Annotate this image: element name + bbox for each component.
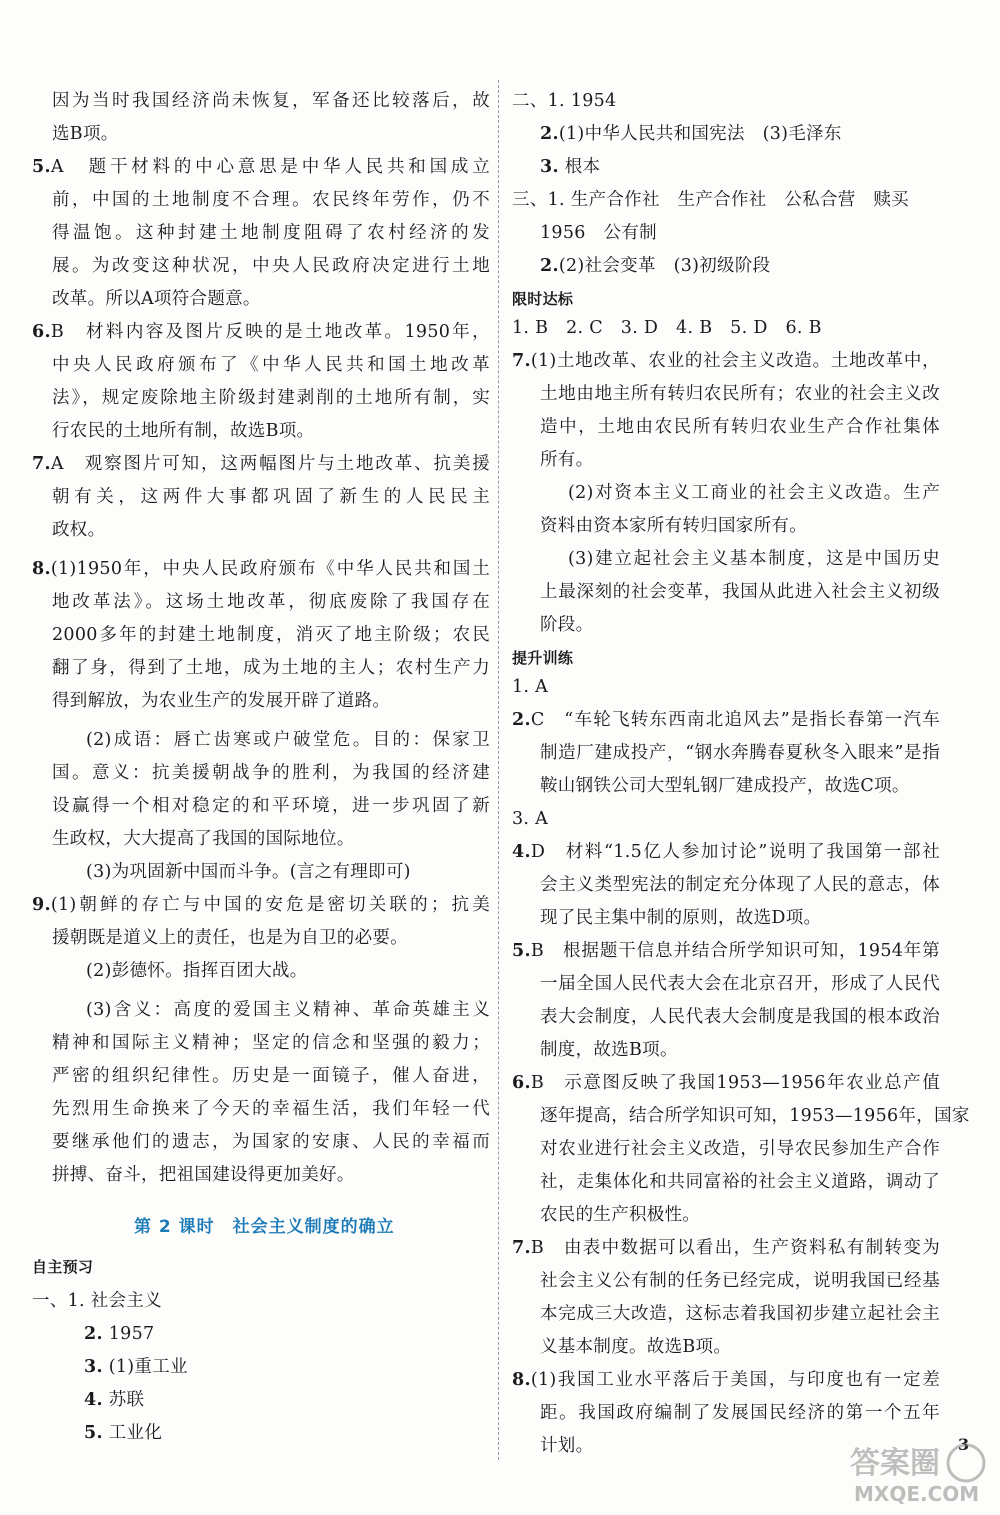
line-text: 逐年提高，结合所学知识可知，1953—1956年，国家 xyxy=(540,1106,970,1126)
question-number: 5. xyxy=(84,1423,103,1443)
line-text: B 由表中数据可以看出，生产资料私有制转变为 xyxy=(530,1238,940,1258)
text-line xyxy=(540,383,940,405)
line-text: B 根据题干信息并结合所学知识可知，1954年第 xyxy=(530,941,940,961)
line-text: 一届全国人民代表大会在北京召开，形成了人民代 xyxy=(540,974,940,994)
line-text: 改革。所以A项符合题意。 xyxy=(52,289,261,309)
line-text: 1956 公有制 xyxy=(540,223,657,243)
question-number: 7. xyxy=(512,351,531,371)
line-text: 鞍山钢铁公司大型轧钢厂建成投产，故选C项。 xyxy=(540,776,910,796)
text-line xyxy=(540,907,821,929)
line-text: (2)彭德怀。指挥百团大战。 xyxy=(86,961,308,981)
question-number: 3. xyxy=(84,1357,103,1377)
question-number: 6. xyxy=(32,322,51,342)
lesson-title: 第 2 课时 社会主义制度的确立 xyxy=(134,1217,395,1237)
line-text: 1957 xyxy=(102,1324,155,1344)
line-text: 2000多年的封建土地制度，消灭了地主阶级；农民 xyxy=(52,625,490,645)
watermark-bottom-text: MXQE.COM xyxy=(854,1482,980,1506)
text-line xyxy=(86,999,490,1021)
text-line xyxy=(84,1422,162,1444)
line-text: 会主义类型宪法的制定充分体现了人民的意志，体 xyxy=(540,875,940,895)
text-line xyxy=(52,624,490,646)
line-text: 造中，土地由农民所有转归农业生产合作社集体 xyxy=(540,417,940,437)
line-text: (2)社会变革 (3)初级阶段 xyxy=(558,256,771,276)
question-number: 5. xyxy=(32,157,51,177)
line-text: 法》，规定废除地主阶级封建剥削的土地所有制，实 xyxy=(52,388,490,408)
text-line xyxy=(540,449,593,471)
text-line xyxy=(540,123,842,145)
line-text: A 题干材料的中心意思是中华人民共和国成立 xyxy=(50,157,490,177)
line-text: 得温饱。这种封建土地制度阻碍了农村经济的发 xyxy=(52,223,490,243)
line-text: 阶段。 xyxy=(540,615,594,635)
text-line xyxy=(540,1402,940,1424)
section-heading-advanced-practice: 提升训练 xyxy=(512,649,574,667)
line-text: (2)成语：唇亡齿寒或户破堂危。目的：保家卫 xyxy=(86,730,490,750)
line-text: 1. B 2. C 3. D 4. B 5. D 6. B xyxy=(512,318,822,338)
line-text: 国。意义：抗美援朝战争的胜利，为我国的经济建 xyxy=(52,763,490,783)
line-text: 朝有关，这两件大事都巩固了新生的人民民主 xyxy=(52,487,490,507)
line-text: (1)土地改革、农业的社会主义改造。土地改革中， xyxy=(530,351,940,371)
text-line xyxy=(32,453,490,475)
line-text: 对农业进行社会主义改造，引导农民参加生产合作 xyxy=(540,1139,940,1159)
text-line xyxy=(540,1336,731,1358)
text-line xyxy=(540,222,657,244)
text-line xyxy=(52,828,355,850)
text-line xyxy=(512,808,548,830)
question-number: 6. xyxy=(512,1073,531,1093)
line-text: 现了民主集中制的原则，故选D项。 xyxy=(540,908,822,928)
text-line xyxy=(540,742,940,764)
text-line xyxy=(52,255,490,277)
line-text: 苏联 xyxy=(102,1390,145,1410)
question-number: 8. xyxy=(32,559,51,579)
line-text: 社，走集体化和共同富裕的社会主义道路，调动了 xyxy=(540,1172,940,1192)
text-line xyxy=(32,1290,162,1312)
text-line xyxy=(86,861,411,883)
line-text: (1)重工业 xyxy=(102,1357,188,1377)
text-line xyxy=(512,90,617,112)
line-text: 距。我国政府编制了发展国民经济的第一个五年 xyxy=(540,1403,940,1423)
text-line xyxy=(568,548,940,570)
text-line xyxy=(512,1072,940,1094)
line-text: 政权。 xyxy=(52,520,106,540)
line-text: (3)建立起社会主义基本制度，这是中国历史 xyxy=(568,549,940,569)
text-line xyxy=(540,614,593,636)
line-text: 严密的组织纪律性。历史是一面镜子，催人奋进， xyxy=(52,1066,490,1086)
line-text: B 材料内容及图片反映的是土地改革。1950年， xyxy=(50,322,490,342)
text-line xyxy=(512,676,548,698)
text-line xyxy=(86,960,308,982)
text-line xyxy=(512,350,940,372)
line-text: 表大会制度，人民代表大会制度是我国的根本政治 xyxy=(540,1007,940,1027)
line-text: 要继承他们的遗志，为国家的安康、人民的幸福而 xyxy=(52,1132,490,1152)
line-text: 1. A xyxy=(512,677,549,697)
text-line xyxy=(52,591,490,613)
line-text: 地改革法》。这场土地改革，彻底废除了我国存在 xyxy=(52,592,490,612)
line-text: (3)含义：高度的爱国主义精神、革命英雄主义 xyxy=(86,1000,490,1020)
text-line xyxy=(540,156,600,178)
text-line xyxy=(512,1237,940,1259)
text-line xyxy=(52,420,314,442)
text-line xyxy=(52,486,490,508)
question-number: 2. xyxy=(540,124,559,144)
line-text: 制造厂建成投产，“钢水奔腾春夏秋冬入眼来”是指 xyxy=(540,743,940,763)
text-line xyxy=(512,317,822,339)
watermark-logo xyxy=(848,1437,988,1507)
text-line xyxy=(540,1270,940,1292)
line-text: 社会主义公有制的任务已经完成，说明我国已经基 xyxy=(540,1271,940,1291)
line-text: 援朝既是道义上的责任，也是为自卫的必要。 xyxy=(52,928,408,948)
line-text: 所有。 xyxy=(540,450,594,470)
line-text: C “车轮飞转东西南北追风去”是指长春第一汽车 xyxy=(530,710,940,730)
question-number: 5. xyxy=(512,941,531,961)
line-text: 资料由资本家所有转归国家所有。 xyxy=(540,516,807,536)
question-number: 2. xyxy=(512,710,531,730)
text-line xyxy=(86,729,490,751)
text-line xyxy=(540,255,770,277)
line-text: 行农民的土地所有制，故选B项。 xyxy=(52,421,315,441)
line-text: 因为当时我国经济尚未恢复，军备还比较落后，故 xyxy=(52,91,490,111)
text-line xyxy=(52,1164,355,1186)
text-line xyxy=(540,1138,940,1160)
question-number: 3. xyxy=(540,157,559,177)
text-line xyxy=(512,940,940,962)
line-text: (1)我国工业水平落后于美国，与印度也有一定差 xyxy=(530,1370,940,1390)
text-line xyxy=(52,1098,490,1120)
line-text: 中央人民政府颁布了《中华人民共和国土地改革 xyxy=(52,355,490,375)
line-text: 3. A xyxy=(512,809,549,829)
line-text: 工业化 xyxy=(102,1423,163,1443)
question-number: 2. xyxy=(540,256,559,276)
line-text: 一、1. 社会主义 xyxy=(32,1291,162,1311)
text-line xyxy=(52,288,261,310)
text-line xyxy=(52,189,490,211)
text-line xyxy=(52,762,490,784)
text-line xyxy=(32,321,490,343)
text-line xyxy=(52,222,490,244)
watermark-top-text: 答案圈 xyxy=(850,1446,940,1481)
line-text: 义基本制度。故选B项。 xyxy=(540,1337,732,1357)
line-text: (2)对资本主义工商业的社会主义改造。生产 xyxy=(568,483,940,503)
line-text: 二、1. 1954 xyxy=(512,91,617,111)
text-line xyxy=(52,690,390,712)
text-line xyxy=(512,189,909,211)
question-number: 4. xyxy=(512,842,531,862)
line-text: (1)朝鲜的存亡与中国的安危是密切关联的；抗美 xyxy=(50,895,490,915)
line-text: 前，中国的土地制度不合理。农民终年劳作，仍不 xyxy=(52,190,490,210)
text-line xyxy=(568,482,940,504)
text-line xyxy=(52,1131,490,1153)
line-text: 选B项。 xyxy=(52,124,119,144)
text-line xyxy=(84,1323,154,1345)
line-text: A 观察图片可知，这两幅图片与土地改革、抗美援 xyxy=(50,454,490,474)
text-line xyxy=(540,581,940,603)
line-text: 根本 xyxy=(558,157,601,177)
text-line xyxy=(84,1356,188,1378)
text-line xyxy=(540,973,940,995)
text-line xyxy=(540,416,940,438)
text-line xyxy=(52,1032,490,1054)
text-line xyxy=(512,1369,940,1391)
line-text: (3)为巩固新中国而斗争。(言之有理即可) xyxy=(86,862,411,882)
question-number: 2. xyxy=(84,1324,103,1344)
text-line xyxy=(84,1389,144,1411)
text-line xyxy=(540,1435,593,1457)
question-number: 7. xyxy=(32,454,51,474)
line-text: 得到解放，为农业生产的发展开辟了道路。 xyxy=(52,691,391,711)
text-line xyxy=(52,795,490,817)
text-line xyxy=(540,1105,970,1127)
line-text: (1)1950年，中央人民政府颁布《中华人民共和国土 xyxy=(50,559,490,579)
line-text: 拼搏、奋斗，把祖国建设得更加美好。 xyxy=(52,1165,355,1185)
line-text: 三、1. 生产合作社 生产合作社 公私合营 赎买 xyxy=(512,190,909,210)
text-line xyxy=(540,874,940,896)
line-text: 农民的生产积极性。 xyxy=(540,1205,701,1225)
text-line xyxy=(512,709,940,731)
line-text: 精神和国际主义精神；坚定的信念和坚强的毅力； xyxy=(52,1033,490,1053)
column-divider xyxy=(498,80,499,1460)
line-text: 先烈用生命换来了今天的幸福生活，我们年轻一代 xyxy=(52,1099,490,1119)
text-line xyxy=(540,1303,940,1325)
question-number: 7. xyxy=(512,1238,531,1258)
line-text: 计划。 xyxy=(540,1436,594,1456)
text-line xyxy=(52,90,490,112)
line-text: B 示意图反映了我国1953—1956年农业总产值 xyxy=(530,1073,940,1093)
text-line xyxy=(540,1039,678,1061)
text-line xyxy=(32,558,490,580)
line-text: D 材料“1.5亿人参加讨论”说明了我国第一部社 xyxy=(530,842,940,862)
line-text: 展。为改变这种状况，中央人民政府决定进行土地 xyxy=(52,256,490,276)
line-text: 设赢得一个相对稳定的和平环境，进一步巩固了新 xyxy=(52,796,490,816)
text-line xyxy=(52,123,119,145)
question-number: 9. xyxy=(32,895,51,915)
line-text: 本完成三大改造，这标志着我国初步建立起社会主 xyxy=(540,1304,940,1324)
line-text: 上最深刻的社会变革，我国从此进入社会主义初级 xyxy=(540,582,940,602)
text-line xyxy=(540,1204,700,1226)
line-text: (1)中华人民共和国宪法 (3)毛泽东 xyxy=(558,124,842,144)
line-text: 制度，故选B项。 xyxy=(540,1040,678,1060)
line-text: 翻了身，得到了土地，成为土地的主人；农村生产力 xyxy=(52,658,490,678)
text-line xyxy=(52,387,490,409)
line-text: 土地由地主所有转归农民所有；农业的社会主义改 xyxy=(540,384,940,404)
text-line xyxy=(52,657,490,679)
section-heading-preview: 自主预习 xyxy=(32,1258,94,1276)
text-line xyxy=(540,1171,940,1193)
line-text: 生政权，大大提高了我国的国际地位。 xyxy=(52,829,355,849)
section-heading-timed-practice: 限时达标 xyxy=(512,290,574,308)
text-line xyxy=(32,156,490,178)
text-line xyxy=(512,841,940,863)
text-line xyxy=(52,519,105,541)
page-number: 3 xyxy=(958,1435,970,1454)
question-number: 8. xyxy=(512,1370,531,1390)
text-line xyxy=(540,515,807,537)
text-line xyxy=(52,354,490,376)
text-line xyxy=(540,775,910,797)
text-line xyxy=(52,1065,490,1087)
question-number: 4. xyxy=(84,1390,103,1410)
text-line xyxy=(540,1006,940,1028)
text-line xyxy=(52,927,408,949)
text-line xyxy=(32,894,490,916)
